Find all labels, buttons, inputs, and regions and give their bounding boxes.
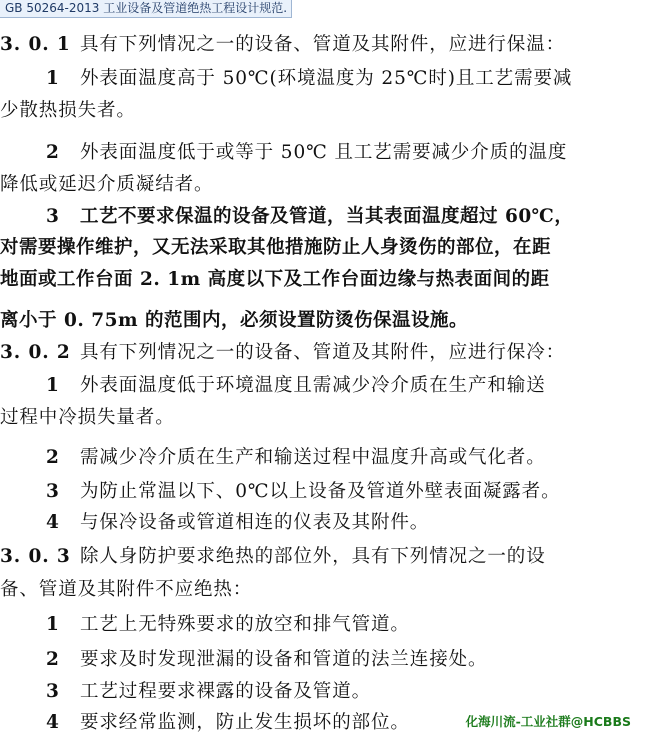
- item-text: 需减少冷介质在生产和输送过程中温度升高或气化者。: [80, 447, 546, 468]
- item-number: 2: [46, 649, 60, 670]
- clause-text: 具有下列情况之一的设备、管道及其附件，应进行保温：: [80, 34, 566, 55]
- list-item: [0, 511, 645, 535]
- list-item: [0, 680, 645, 704]
- clause-302-heading: [0, 341, 645, 365]
- document-tab-title[interactable]: GB 50264-2013 工业设备及管道绝热工程设计规范.: [0, 0, 292, 18]
- list-item: [0, 613, 645, 637]
- item-text: 外表面温度高于 50℃(环境温度为 25℃时)且工艺需要减: [80, 68, 573, 89]
- item-text: 工艺不要求保温的设备及管道，当其表面温度超过 60℃，: [80, 206, 574, 227]
- item-number: 3: [46, 206, 60, 227]
- clause-text: 除人身防护要求绝热的部位外，具有下列情况之一的设: [80, 546, 546, 567]
- clause-303-heading: [0, 545, 645, 569]
- list-item: [0, 374, 645, 398]
- clause-continuation: 备、管道及其附件不应绝热：: [0, 579, 253, 600]
- list-item: [0, 711, 466, 735]
- list-item: [0, 141, 645, 165]
- item-text: 要求及时发现泄漏的设备和管道的法兰连接处。: [80, 649, 488, 670]
- item-number: 2: [46, 447, 60, 468]
- item-number: 4: [46, 712, 60, 733]
- list-item: [0, 648, 645, 672]
- item-text: 外表面温度低于或等于 50℃ 且工艺需要减少介质的温度: [80, 142, 568, 163]
- item-number: 4: [46, 512, 60, 533]
- clause-number: 3. 0. 2: [0, 342, 71, 363]
- list-item: [0, 205, 645, 229]
- clause-301-heading: [0, 33, 645, 57]
- item-number: 3: [46, 681, 60, 702]
- clause-number: 3. 0. 1: [0, 34, 71, 55]
- item-text: 要求经常监测，防止发生损坏的部位。: [80, 712, 410, 733]
- item-text: 外表面温度低于环境温度且需减少冷介质在生产和输送: [80, 375, 546, 396]
- item-number: 3: [46, 481, 60, 502]
- list-item: [0, 446, 645, 470]
- item-number: 1: [46, 614, 60, 635]
- item-text: 工艺过程要求裸露的设备及管道。: [80, 681, 372, 702]
- item-number: 1: [46, 375, 60, 396]
- item-number: 2: [46, 142, 60, 163]
- item-continuation: 离小于 0. 75m 的范围内，必须设置防烫伤保温设施。: [0, 310, 468, 331]
- item-text: 与保冷设备或管道相连的仪表及其附件。: [80, 512, 430, 533]
- item-continuation: 过程中冷损失量者。: [0, 407, 175, 428]
- item-continuation: 对需要操作维护，又无法采取其他措施防止人身烫伤的部位，在距: [0, 237, 552, 258]
- item-text: 为防止常温以下、0℃以上设备及管道外壁表面凝露者。: [80, 481, 561, 502]
- list-item: [0, 480, 645, 504]
- item-number: 1: [46, 68, 60, 89]
- list-item: [0, 67, 645, 91]
- watermark-text: 化海川流-工业社群@HCBBS: [465, 714, 631, 729]
- item-continuation: 少散热损失者。: [0, 100, 136, 121]
- clause-number: 3. 0. 3: [0, 546, 71, 567]
- item-text: 工艺上无特殊要求的放空和排气管道。: [80, 614, 410, 635]
- item-continuation: 地面或工作台面 2. 1m 高度以下及工作台面边缘与热表面间的距: [0, 269, 550, 290]
- clause-text: 具有下列情况之一的设备、管道及其附件，应进行保冷：: [80, 342, 566, 363]
- item-continuation: 降低或延迟介质凝结者。: [0, 174, 214, 195]
